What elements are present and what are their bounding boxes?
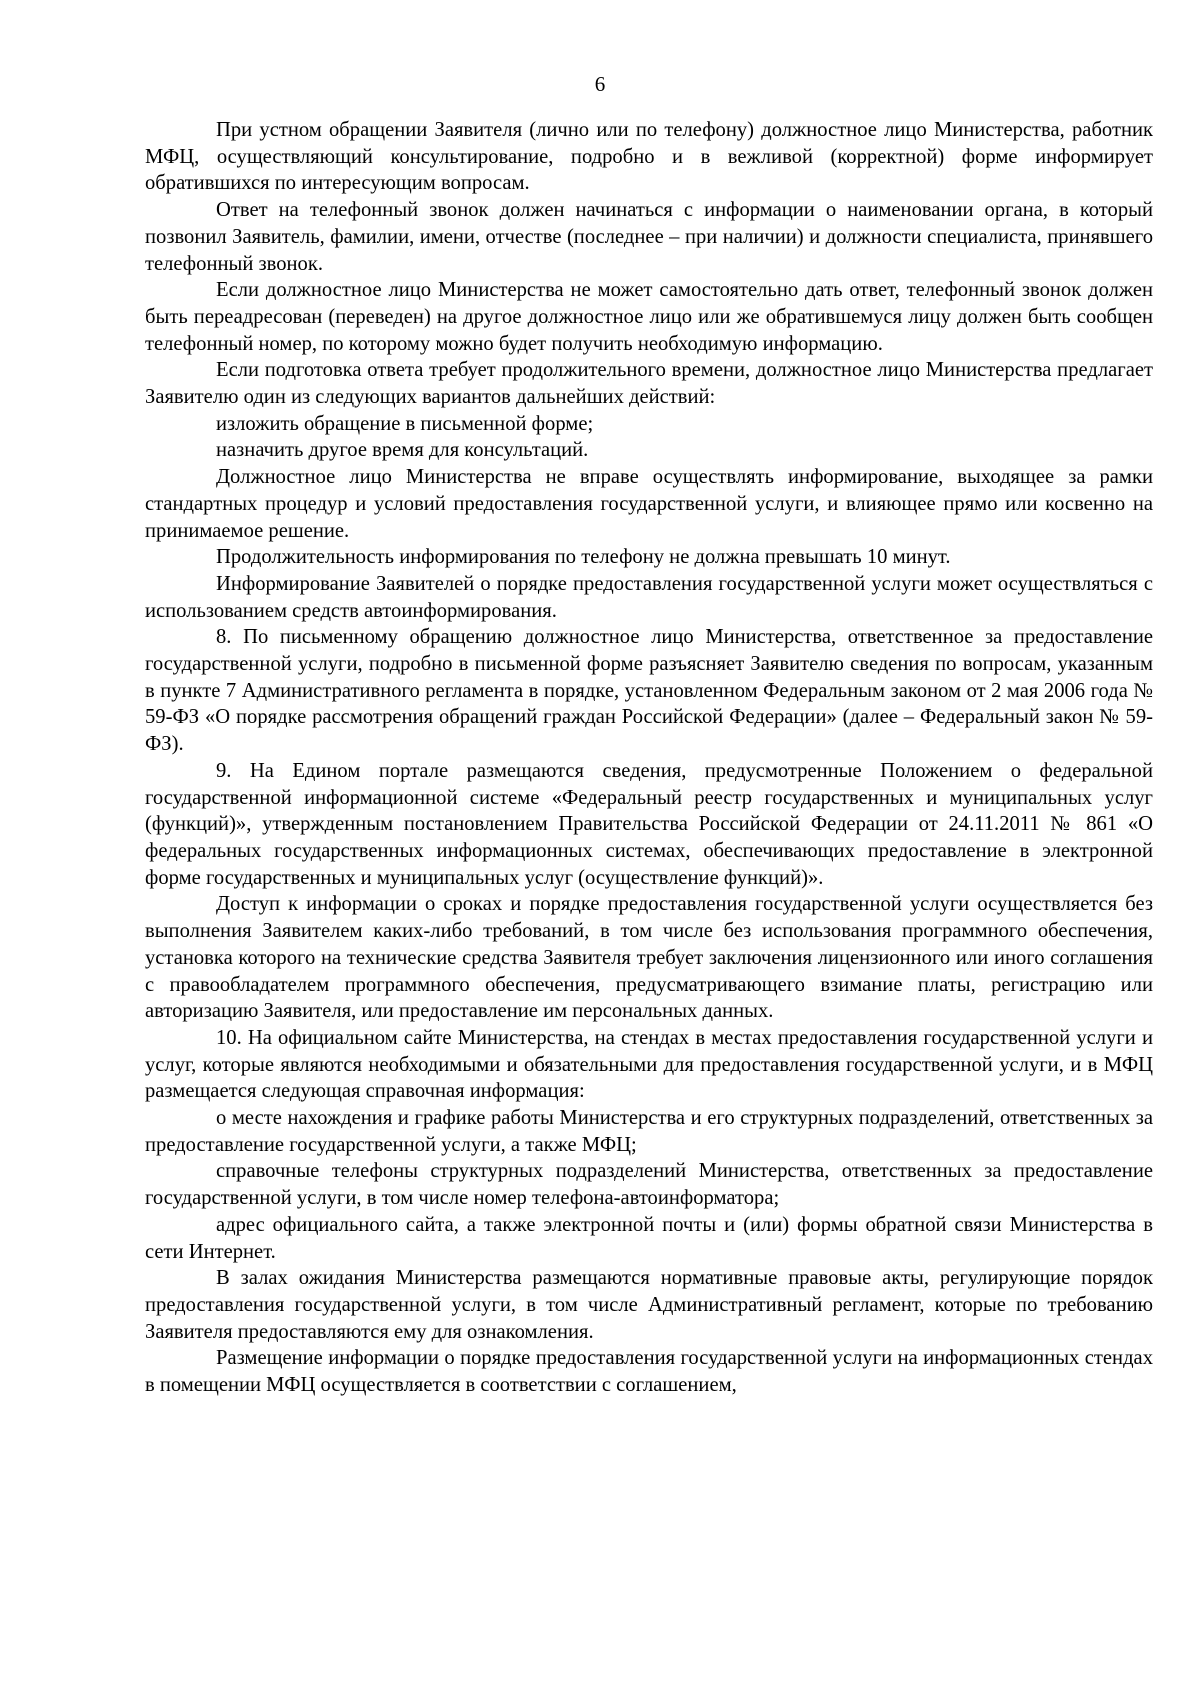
page-number: 6 bbox=[594, 72, 606, 96]
paragraph-oral-request: При устном обращении Заявителя (лично или по телефону) должностное лицо Министерства, работник МФЦ, осуществляющий консультирование, подробно и в вежливой (корректной) форме информирует обратившихся по интересующим вопросам. bbox=[145, 119, 1153, 195]
paragraph-item-8: 8. По письменному обращению должностное лицо Министерства, ответственное за предоставление государственной услуги, подробно в письменной форме разъясняет Заявителю сведения по вопросам, указанным в пункте 7 Административного регламента в порядке, установленном Федеральным законом от 2 мая 2006 года № 59-ФЗ «О порядке рассмотрения обращений граждан Российской Федерации» (далее – Федеральный закон № 59-ФЗ). bbox=[145, 626, 1153, 756]
list-item-phones: справочные телефоны структурных подразделений Министерства, ответственных за предоставление государственной услуги, в том числе номер телефона-автоинформатора; bbox=[145, 1160, 1153, 1210]
document-body bbox=[145, 117, 1153, 1399]
list-item-website: адрес официального сайта, а также электронной почты и (или) формы обратной связи Министерства в сети Интернет. bbox=[145, 1213, 1153, 1263]
paragraph-phone-duration: Продолжительность информирования по телефону не должна превышать 10 минут. bbox=[216, 546, 951, 569]
paragraph-long-answer: Если подготовка ответа требует продолжительного времени, должностное лицо Министерства предлагает Заявителю один из следующих вариантов дальнейших действий: bbox=[145, 359, 1153, 409]
paragraph-mfc-stands: Размещение информации о порядке предоставления государственной услуги на информационных стендах в помещении МФЦ осуществляется в соответствии с соглашением, bbox=[145, 1347, 1153, 1397]
paragraph-informing-limits: Должностное лицо Министерства не вправе осуществлять информирование, выходящее за рамки стандартных процедур и условий предоставления государственной услуги, и влияющее прямо или косвенно на принимаемое решение. bbox=[145, 466, 1153, 542]
paragraph-phone-answer: Ответ на телефонный звонок должен начинаться с информации о наименовании органа, в который позвонил Заявитель, фамилии, имени, отчестве (последнее – при наличии) и должности специалиста, принявшего телефонный звонок. bbox=[145, 199, 1153, 275]
list-item-location-schedule: о месте нахождения и графике работы Министерства и его структурных подразделений, ответственных за предоставление государственной услуги, а также МФЦ; bbox=[145, 1107, 1153, 1156]
paragraph-item-10: 10. На официальном сайте Министерства, на стендах в местах предоставления государственной услуги и услуг, которые являются необходимыми и обязательными для предоставления государственной услуги, и в МФЦ размещается следующая справочная информация: bbox=[145, 1026, 1153, 1103]
paragraph-call-redirect: Если должностное лицо Министерства не может самостоятельно дать ответ, телефонный звонок должен быть переадресован (переведен) на другое должностное лицо или же обратившемуся лицу должен быть сообщен телефонный номер, по которому можно будет получить необходимую информацию. bbox=[145, 279, 1153, 355]
paragraph-access-info: Доступ к информации о сроках и порядке предоставления государственной услуги осуществляется без выполнения Заявителем каких-либо требований, в том числе без использования программного обеспечения, установка которого на технические средства Заявителя требует заключения лицензионного или иного соглашения с правообладателем программного обеспечения, предусматривающего взимание платы, регистрацию или авторизацию Заявителя, или предоставление им персональных данных. bbox=[145, 893, 1153, 1023]
list-item-other-time: назначить другое время для консультаций. bbox=[216, 439, 589, 462]
paragraph-waiting-rooms: В залах ожидания Министерства размещаются нормативные правовые акты, регулирующие порядок предоставления государственной услуги, в том числе Административный регламент, которые по требованию Заявителя предоставляются ему для ознакомления. bbox=[145, 1267, 1153, 1343]
list-item-written-request: изложить обращение в письменной форме; bbox=[216, 412, 594, 435]
paragraph-autoinforming: Информирование Заявителей о порядке предоставления государственной услуги может осуществляться с использованием средств автоинформирования. bbox=[145, 572, 1153, 622]
paragraph-item-9: 9. На Едином портале размещаются сведения, предусмотренные Положением о федеральной государственной информационной системе «Федеральный реестр государственных и муниципальных услуг (функций)», утвержденным постановлением Правительства Российской Федерации от 24.11.2011 № 861 «О федеральных государственных информационных системах, обеспечивающих предоставление в электронной форме государственных и муниципальных услуг (осуществление функций)». bbox=[145, 759, 1153, 889]
